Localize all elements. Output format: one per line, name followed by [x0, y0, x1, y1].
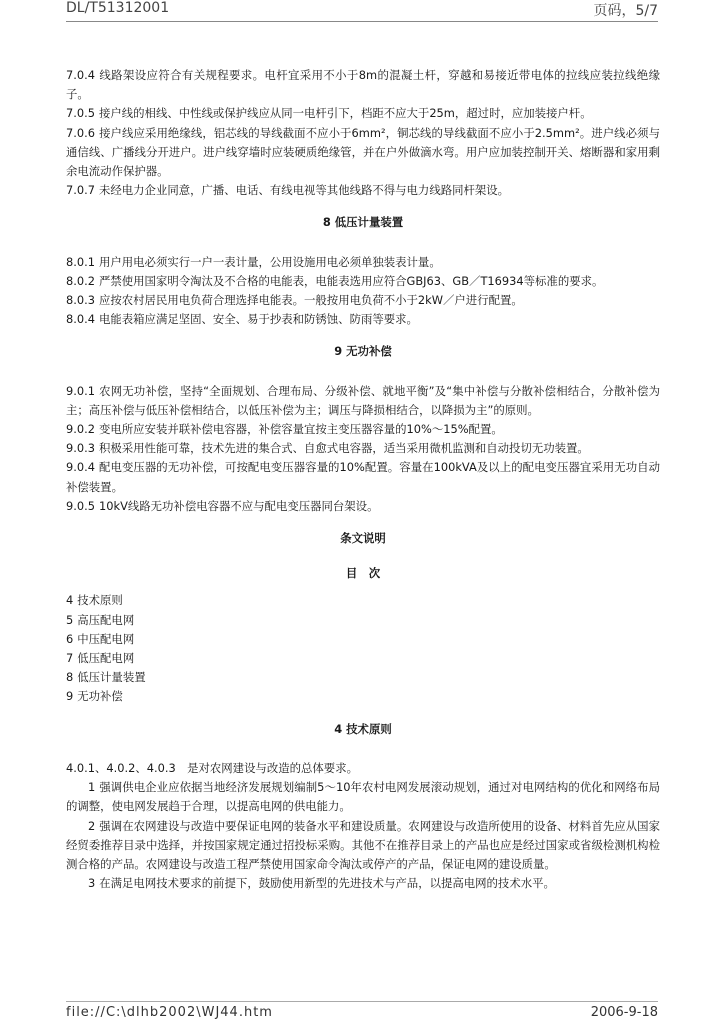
toc-heading: 目 次 — [345, 566, 381, 581]
clause-9-0-5: 9.0.5 10kV线路无功补偿电容器不应与配电变压器同台架设。 — [66, 498, 379, 513]
toc-item[interactable]: 7 低压配电网 — [66, 651, 135, 666]
clause-9-0-1: 9.0.1 农网无功补偿，坚持“全面规划、合理布局、分级补偿、就地平衡”及“集中补偿与分散补偿相结合，分散补偿为主；高压补偿与低压补偿相结合，以低压补偿为主；调压与降损相结合，以降损为主”的原则。 — [66, 383, 660, 417]
toc-item[interactable]: 5 高压配电网 — [66, 612, 135, 627]
section-4-heading: 4 技术原则 — [334, 721, 392, 736]
clause-8-0-1: 8.0.1 用户用电必须实行一户一表计量，公用设施用电必须单独装表计量。 — [66, 254, 441, 269]
toc-item[interactable]: 6 中压配电网 — [66, 631, 135, 646]
principle-1: 1 强调供电企业应依据当地经济发展规划编制5～10年农村电网发展滚动规划，通过对电网结构的优化和网络布局的调整，使电网发展趋于合理，以提高电网的供电能力。 — [66, 780, 660, 814]
footer-divider — [66, 1001, 658, 1002]
clause-7-0-6: 7.0.6 接户线应采用绝缘线，铝芯线的导线截面不应小于6mm²，铜芯线的导线截面不应小于2.5mm²。进户线必须与通信线、广播线分开进户。进户线穿墙时应装硬质绝缘管，并在户外做滴水弯。用户应加装控制开关、熔断器和家用剩余电流动作保护器。 — [66, 125, 660, 179]
section-8-heading: 8 低压计量装置 — [322, 215, 404, 230]
clause-8-0-4: 8.0.4 电能表箱应满足坚固、安全、易于抄表和防锈蚀、防雨等要求。 — [66, 312, 418, 327]
page-number: 页码，5/7 — [593, 3, 658, 19]
clause-7-0-4: 7.0.4 线路架设应符合有关规程要求。电杆宜采用不小于8m的混凝土杆，穿越和易接近带电体的拉线应装拉线绝缘子。 — [66, 68, 660, 102]
toc-item[interactable]: 4 技术原则 — [66, 593, 123, 608]
header-divider — [66, 21, 658, 22]
section-4-clauses — [66, 759, 660, 893]
document-body — [66, 66, 660, 893]
principle-2: 2 强调在农网建设与改造中要保证电网的装备水平和建设质量。农网建设与改造所使用的设备、材料首先应从国家经贸委推荐目录中选择，并按国家规定通过招投标采购。其他不在推荐目录上的产品也应是经过国家或省级检测机构检测合格的产品。农网建设与改造工程严禁使用国家命令淘汰或停产的产品，保证电网的建设质量。 — [66, 818, 660, 871]
toc-item[interactable]: 8 低压计量装置 — [66, 670, 146, 685]
clause-9-0-3: 9.0.3 积极采用性能可靠，技术先进的集合式、自愈式电容器，适当采用微机监测和自动投切无功装置。 — [66, 441, 589, 456]
section-9-clauses — [66, 382, 660, 516]
clause-9-0-2: 9.0.2 变电所应安装并联补偿电容器，补偿容量宜按主变压器容量的10%～15%配置。 — [66, 422, 503, 437]
explanation-heading: 条文说明 — [340, 531, 386, 546]
print-date: 2006-9-18 — [590, 1005, 658, 1020]
file-path: file://C:\dlhb2002\WJ44.htm — [66, 1005, 273, 1020]
clause-7-0-5: 7.0.5 接户线的相线、中性线或保护线应从同一电杆引下，档距不应大于25m，超过时，应加装接户杆。 — [66, 106, 592, 121]
document-code: DL/T51312001 — [66, 0, 170, 16]
clause-8-0-3: 8.0.3 应按农村居民用电负荷合理选择电能表。一般按用电负荷不小于2kW／户进行配置。 — [66, 293, 523, 308]
section-8-clauses — [66, 253, 660, 330]
principle-3: 3 在满足电网技术要求的前提下，鼓励使用新型的先进技术与产品，以提高电网的技术水平。 — [88, 876, 555, 891]
toc-item[interactable]: 9 无功补偿 — [66, 689, 123, 704]
clause-7-0-7: 7.0.7 未经电力企业同意，广播、电话、有线电视等其他线路不得与电力线路同杆架设。 — [66, 183, 510, 198]
section-9-heading: 9 无功补偿 — [334, 344, 392, 359]
section-4-intro: 4.0.1、4.0.2、4.0.3 是对农网建设与改造的总体要求。 — [66, 760, 358, 775]
clause-8-0-2: 8.0.2 严禁使用国家明令淘汰及不合格的电能表，电能表选用应符合GBJ63、GB／T16934等标准的要求。 — [66, 273, 604, 288]
table-of-contents — [66, 591, 660, 706]
clause-9-0-4: 9.0.4 配电变压器的无功补偿，可按配电变压器容量的10%配置。容量在100kVA及以上的配电变压器宜采用无功自动补偿装置。 — [66, 460, 660, 494]
section-7-clauses — [66, 66, 660, 200]
